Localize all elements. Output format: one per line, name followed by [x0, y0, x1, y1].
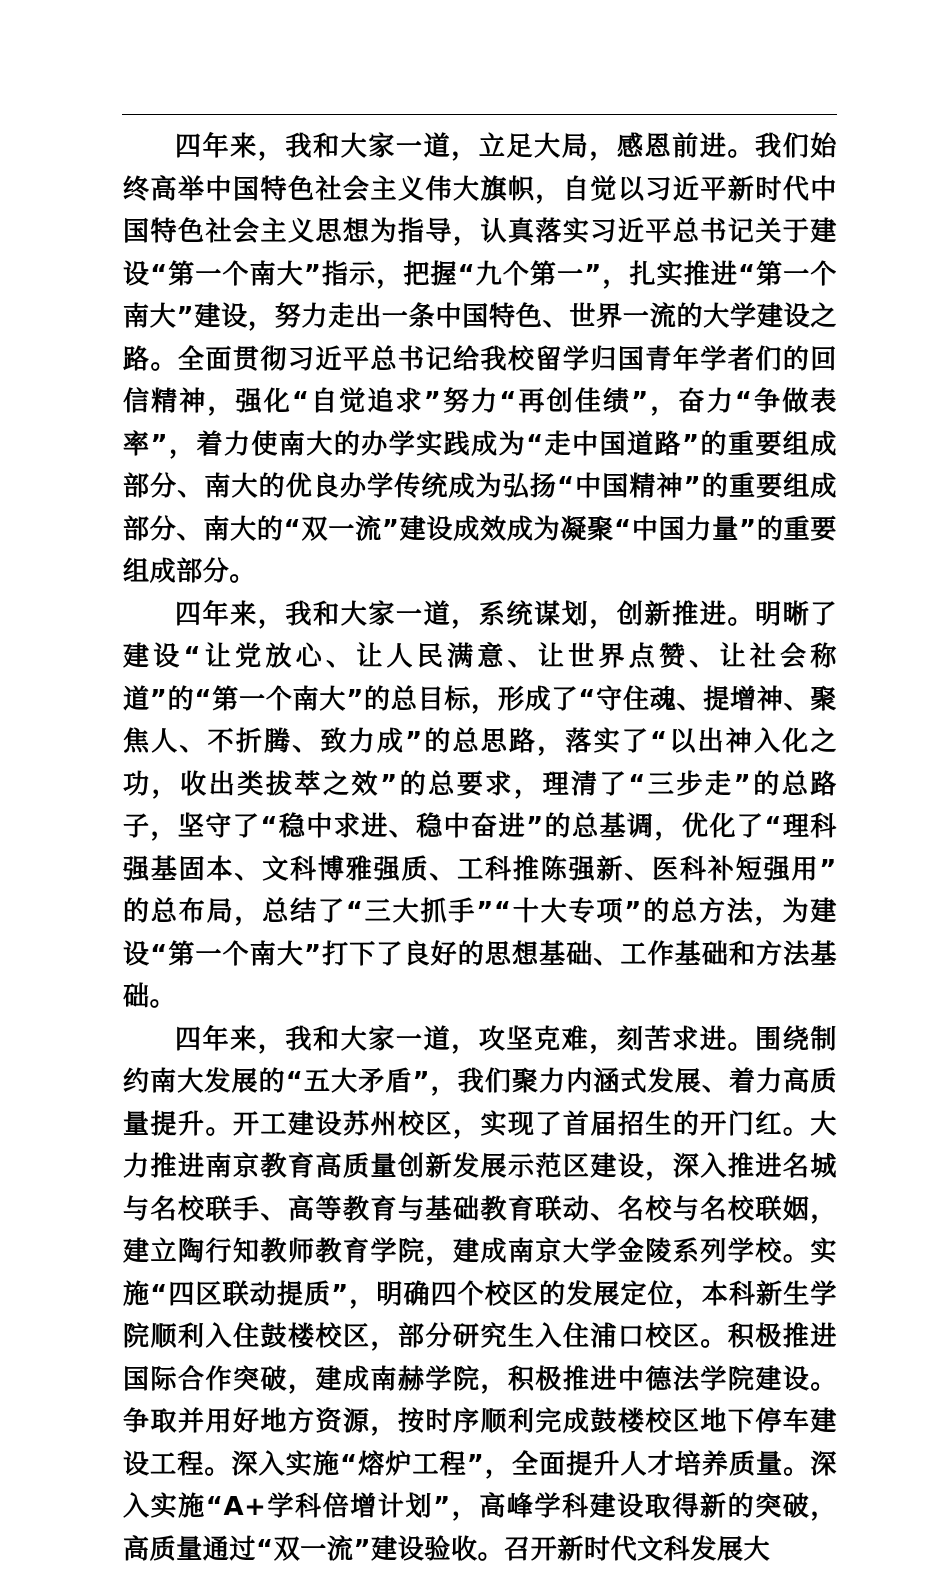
document-body	[123, 126, 837, 1571]
paragraph: 四年来，我和大家一道，攻坚克难，刻苦求进。围绕制约南大发展的“五大矛盾”，我们聚力内涵式发展、着力高质量提升。开工建设苏州校区，实现了首届招生的开门红。大力推进南京教育高质量创新发展示范区建设，深入推进名城与名校联手、高等教育与基础教育联动、名校与名校联姻，建立陶行知教师教育学院，建成南京大学金陵系列学校。实施“四区联动提质”，明确四个校区的发展定位，本科新生学院顺利入住鼓楼校区，部分研究生入住浦口校区。积极推进国际合作突破，建成南赫学院，积极推进中德法学院建设。争取并用好地方资源，按时序顺利完成鼓楼校区地下停车建设工程。深入实施“熔炉工程”，全面提升人才培养质量。深入实施“A+学科倍增计划”，高峰学科建设取得新的突破，高质量通过“双一流”建设验收。召开新时代文科发展大	[123, 1019, 837, 1571]
paragraph: 四年来，我和大家一道，立足大局，感恩前进。我们始终高举中国特色社会主义伟大旗帜，自觉以习近平新时代中国特色社会主义思想为指导，认真落实习近平总书记关于建设“第一个南大”指示，把握“九个第一”，扎实推进“第一个南大”建设，努力走出一条中国特色、世界一流的大学建设之路。全面贯彻习近平总书记给我校留学归国青年学者们的回信精神，强化“自觉追求”努力“再创佳绩”，奋力“争做表率”，着力使南大的办学实践成为“走中国道路”的重要组成部分、南大的优良办学传统成为弘扬“中国精神”的重要组成部分、南大的“双一流”建设成效成为凝聚“中国力量”的重要组成部分。	[123, 126, 837, 594]
header-rule	[122, 114, 837, 115]
paragraph: 四年来，我和大家一道，系统谋划，创新推进。明晰了建设“让党放心、让人民满意、让世界点赞、让社会称道”的“第一个南大”的总目标，形成了“守住魂、提增神、聚焦人、不折腾、致力成”的总思路，落实了“以出神入化之功，收出类拔萃之效”的总要求，理清了“三步走”的总路子，坚守了“稳中求进、稳中奋进”的总基调，优化了“理科强基固本、文科博雅强质、工科推陈强新、医科补短强用” 的总布局，总结了“三大抓手”“十大专项”的总方法，为建设“第一个南大”打下了良好的思想基础、工作基础和方法基础。	[123, 594, 837, 1019]
